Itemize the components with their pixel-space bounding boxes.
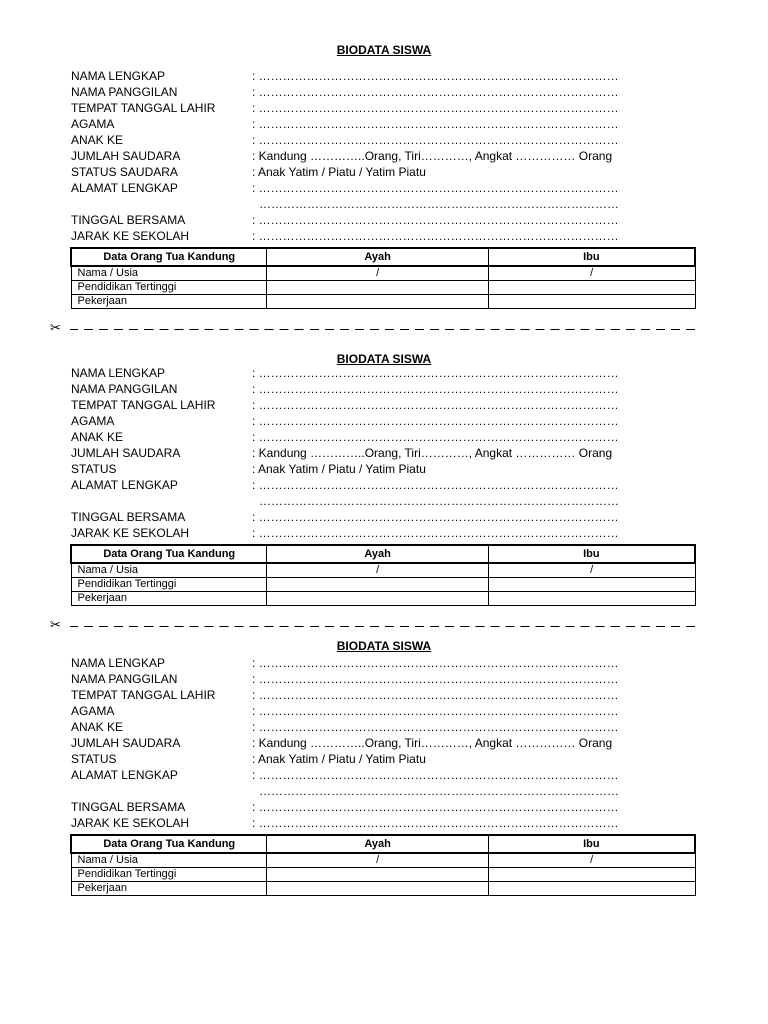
- field-blank[interactable]: : ………………………………………………………………………………: [252, 101, 619, 115]
- field-label: NAMA LENGKAP: [71, 656, 166, 670]
- field-alamat-lengkap: [71, 767, 711, 799]
- field-label: JARAK KE SEKOLAH: [71, 526, 190, 540]
- field-label: ANAK KE: [71, 430, 124, 444]
- scissors-icon: ✂: [50, 323, 61, 335]
- field-label: NAMA LENGKAP: [71, 366, 166, 380]
- field-blank-line2[interactable]: ………………………………………………………………………………: [259, 197, 619, 211]
- table-header-row: [71, 248, 695, 266]
- dashed-divider: [70, 329, 696, 330]
- table-row: [71, 563, 695, 578]
- field-blank[interactable]: : ………………………………………………………………………………: [252, 213, 619, 227]
- field-blank[interactable]: : ………………………………………………………………………………: [252, 398, 619, 412]
- cell-ayah[interactable]: /: [267, 563, 488, 578]
- field-label: JUMLAH SAUDARA: [71, 446, 181, 460]
- table-row: [71, 578, 695, 592]
- field-alamat-lengkap: [71, 180, 711, 212]
- header-ayah: Ayah: [267, 835, 488, 853]
- field-nama-lengkap: [71, 68, 711, 84]
- row-label: Pekerjaan: [71, 592, 267, 606]
- field-label: TEMPAT TANGGAL LAHIR: [71, 101, 216, 115]
- field-blank[interactable]: : Kandung …………..Orang, Tiri…………, Angkat …………… Orang: [252, 446, 613, 460]
- field-blank[interactable]: : ………………………………………………………………………………: [252, 69, 619, 83]
- cell-ibu[interactable]: [488, 592, 695, 606]
- row-label: Nama / Usia: [71, 853, 267, 868]
- field-label: TINGGAL BERSAMA: [71, 510, 186, 524]
- cell-ibu[interactable]: [488, 295, 695, 309]
- cell-ayah[interactable]: [267, 882, 488, 896]
- field-status: [71, 751, 711, 767]
- table-header-row: [71, 835, 695, 853]
- header-ibu: Ibu: [488, 248, 695, 266]
- field-nama-panggilan: [71, 381, 711, 397]
- header-ibu: Ibu: [488, 545, 695, 563]
- cell-ibu[interactable]: /: [488, 853, 695, 868]
- field-jarak-ke-sekolah: [71, 228, 711, 244]
- table-row: [71, 868, 695, 882]
- field-blank[interactable]: : Kandung …………..Orang, Tiri…………, Angkat …………… Orang: [252, 149, 613, 163]
- row-label: Pendidikan Tertinggi: [71, 578, 267, 592]
- form-title: BIODATA SISWA: [336, 639, 432, 653]
- scissors-icon: ✂: [50, 620, 61, 632]
- field-anak-ke: [71, 719, 711, 735]
- field-blank[interactable]: : ………………………………………………………………………………: [252, 800, 619, 814]
- field-blank[interactable]: : Kandung …………..Orang, Tiri…………, Angkat …………… Orang: [252, 736, 613, 750]
- field-jumlah-saudara: [71, 445, 711, 461]
- field-blank[interactable]: : ………………………………………………………………………………: [252, 720, 619, 734]
- field-agama: [71, 703, 711, 719]
- dashed-divider: [70, 626, 696, 627]
- form-fields: [71, 68, 711, 244]
- cell-ayah[interactable]: [267, 592, 488, 606]
- field-blank[interactable]: : ………………………………………………………………………………: [252, 768, 619, 782]
- field-tinggal-bersama: [71, 509, 711, 525]
- field-anak-ke: [71, 132, 711, 148]
- field-blank[interactable]: : ………………………………………………………………………………: [252, 85, 619, 99]
- field-label: JARAK KE SEKOLAH: [71, 816, 190, 830]
- field-blank[interactable]: : Anak Yatim / Piatu / Yatim Piatu: [252, 462, 426, 476]
- field-blank[interactable]: : ………………………………………………………………………………: [252, 478, 619, 492]
- field-label: TEMPAT TANGGAL LAHIR: [71, 688, 216, 702]
- cell-ayah[interactable]: [267, 868, 488, 882]
- row-label: Pekerjaan: [71, 882, 267, 896]
- table-header-row: [71, 545, 695, 563]
- cell-ibu[interactable]: /: [488, 563, 695, 578]
- field-label: JUMLAH SAUDARA: [71, 149, 181, 163]
- field-tinggal-bersama: [71, 799, 711, 815]
- field-tempat-tanggal-lahir: [71, 687, 711, 703]
- field-label: STATUS: [71, 462, 117, 476]
- field-blank[interactable]: : ………………………………………………………………………………: [252, 229, 619, 243]
- header-data-orang-tua: Data Orang Tua Kandung: [71, 835, 267, 853]
- table-row: [71, 281, 695, 295]
- field-blank[interactable]: : ………………………………………………………………………………: [252, 382, 619, 396]
- form-fields: [71, 655, 711, 831]
- field-label: AGAMA: [71, 704, 115, 718]
- field-tempat-tanggal-lahir: [71, 397, 711, 413]
- field-label: ANAK KE: [71, 720, 124, 734]
- cell-ibu[interactable]: /: [488, 266, 695, 281]
- row-label: Pendidikan Tertinggi: [71, 281, 267, 295]
- field-label: NAMA LENGKAP: [71, 69, 166, 83]
- field-label: ALAMAT LENGKAP: [71, 181, 178, 195]
- table-row: [71, 592, 695, 606]
- table-row: [71, 295, 695, 309]
- field-jarak-ke-sekolah: [71, 815, 711, 831]
- field-blank[interactable]: : ………………………………………………………………………………: [252, 430, 619, 444]
- field-blank[interactable]: : Anak Yatim / Piatu / Yatim Piatu: [252, 165, 426, 179]
- field-label: ALAMAT LENGKAP: [71, 768, 178, 782]
- field-label: STATUS SAUDARA: [71, 165, 178, 179]
- field-label: AGAMA: [71, 117, 115, 131]
- field-nama-lengkap: [71, 655, 711, 671]
- row-label: Pendidikan Tertinggi: [71, 868, 267, 882]
- form-fields: [71, 365, 711, 541]
- header-ayah: Ayah: [267, 248, 488, 266]
- parents-table: [70, 544, 696, 606]
- field-label: ANAK KE: [71, 133, 124, 147]
- table-row: [71, 266, 695, 281]
- cell-ayah[interactable]: [267, 295, 488, 309]
- field-jarak-ke-sekolah: [71, 525, 711, 541]
- header-data-orang-tua: Data Orang Tua Kandung: [71, 545, 267, 563]
- field-label: TEMPAT TANGGAL LAHIR: [71, 398, 216, 412]
- table-row: [71, 882, 695, 896]
- field-status: [71, 461, 711, 477]
- field-blank[interactable]: : ………………………………………………………………………………: [252, 704, 619, 718]
- cell-ayah[interactable]: [267, 281, 488, 295]
- field-blank-line2[interactable]: ………………………………………………………………………………: [259, 784, 619, 798]
- field-alamat-lengkap: [71, 477, 711, 509]
- field-label: JUMLAH SAUDARA: [71, 736, 181, 750]
- header-ayah: Ayah: [267, 545, 488, 563]
- field-nama-panggilan: [71, 84, 711, 100]
- field-jumlah-saudara: [71, 735, 711, 751]
- field-jumlah-saudara: [71, 148, 711, 164]
- field-label: NAMA PANGGILAN: [71, 382, 178, 396]
- parents-table: [70, 247, 696, 309]
- field-label: AGAMA: [71, 414, 115, 428]
- cell-ibu[interactable]: [488, 281, 695, 295]
- field-blank[interactable]: : ………………………………………………………………………………: [252, 688, 619, 702]
- field-blank[interactable]: : ………………………………………………………………………………: [252, 366, 619, 380]
- field-blank[interactable]: : ………………………………………………………………………………: [252, 117, 619, 131]
- field-agama: [71, 413, 711, 429]
- field-tempat-tanggal-lahir: [71, 100, 711, 116]
- form-title: BIODATA SISWA: [336, 352, 432, 366]
- field-label: STATUS: [71, 752, 117, 766]
- field-blank[interactable]: : ………………………………………………………………………………: [252, 656, 619, 670]
- form-title: BIODATA SISWA: [336, 43, 432, 57]
- cell-ibu[interactable]: [488, 882, 695, 896]
- field-blank[interactable]: : Anak Yatim / Piatu / Yatim Piatu: [252, 752, 426, 766]
- field-blank[interactable]: : ………………………………………………………………………………: [252, 672, 619, 686]
- parents-table: [70, 834, 696, 896]
- field-label: ALAMAT LENGKAP: [71, 478, 178, 492]
- field-agama: [71, 116, 711, 132]
- header-ibu: Ibu: [488, 835, 695, 853]
- row-label: Nama / Usia: [71, 266, 267, 281]
- cell-ayah[interactable]: [267, 578, 488, 592]
- cell-ibu[interactable]: [488, 578, 695, 592]
- row-label: Nama / Usia: [71, 563, 267, 578]
- cell-ibu[interactable]: [488, 868, 695, 882]
- field-nama-lengkap: [71, 365, 711, 381]
- field-tinggal-bersama: [71, 212, 711, 228]
- field-blank[interactable]: : ………………………………………………………………………………: [252, 816, 619, 830]
- field-blank[interactable]: : ………………………………………………………………………………: [252, 133, 619, 147]
- field-blank[interactable]: : ………………………………………………………………………………: [252, 181, 619, 195]
- row-label: Pekerjaan: [71, 295, 267, 309]
- field-blank[interactable]: : ………………………………………………………………………………: [252, 510, 619, 524]
- field-nama-panggilan: [71, 671, 711, 687]
- field-anak-ke: [71, 429, 711, 445]
- header-data-orang-tua: Data Orang Tua Kandung: [71, 248, 267, 266]
- table-row: [71, 853, 695, 868]
- field-label: TINGGAL BERSAMA: [71, 800, 186, 814]
- field-blank[interactable]: : ………………………………………………………………………………: [252, 526, 619, 540]
- field-label: TINGGAL BERSAMA: [71, 213, 186, 227]
- cell-ayah[interactable]: /: [267, 266, 488, 281]
- cell-ayah[interactable]: /: [267, 853, 488, 868]
- cut-line-1: [50, 323, 700, 335]
- cut-line-2: [50, 620, 700, 632]
- field-label: NAMA PANGGILAN: [71, 672, 178, 686]
- field-label: NAMA PANGGILAN: [71, 85, 178, 99]
- field-blank[interactable]: : ………………………………………………………………………………: [252, 414, 619, 428]
- field-label: JARAK KE SEKOLAH: [71, 229, 190, 243]
- field-status: [71, 164, 711, 180]
- field-blank-line2[interactable]: ………………………………………………………………………………: [259, 494, 619, 508]
